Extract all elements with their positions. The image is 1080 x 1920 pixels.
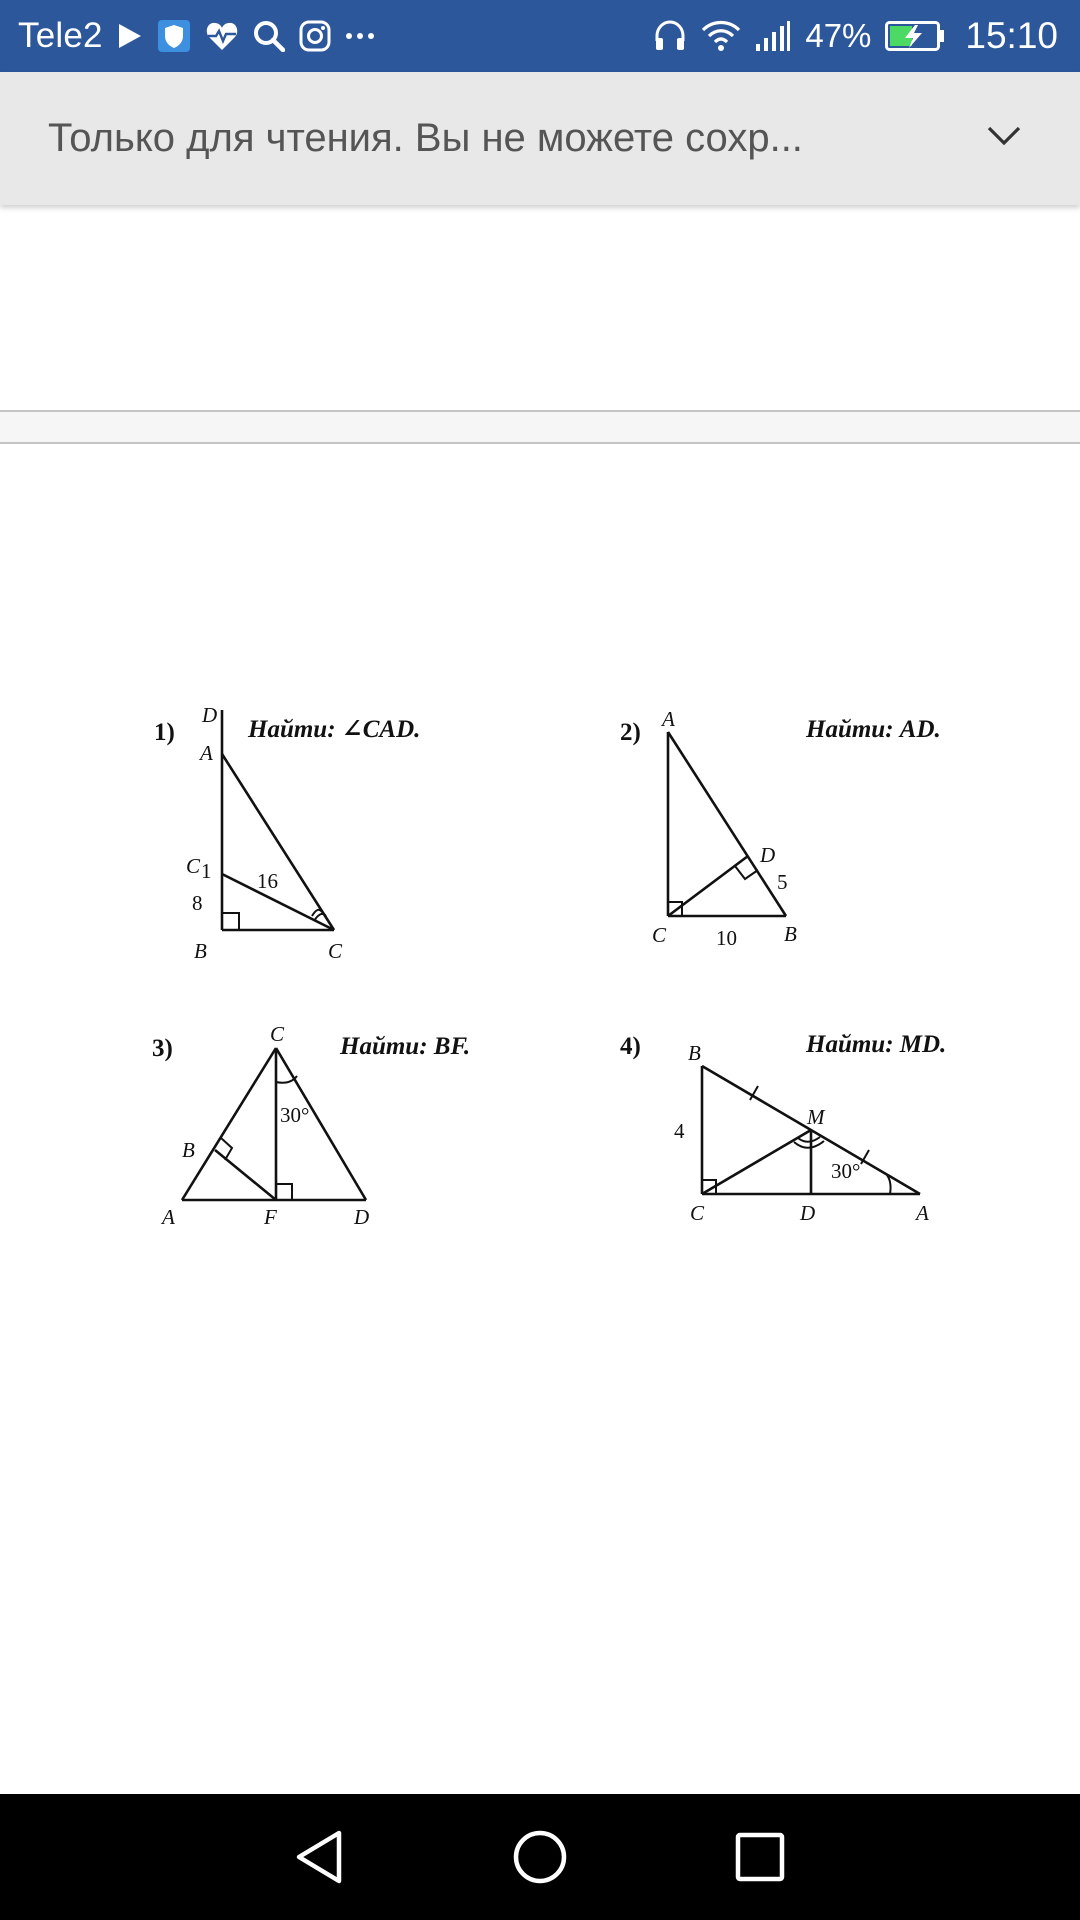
readonly-message: Только для чтения. Вы не можете сохр... [48, 116, 803, 160]
p2-label-b: B [784, 922, 797, 946]
p1-label-b: B [194, 939, 207, 963]
status-right [653, 15, 1058, 57]
headphones-icon [653, 19, 687, 53]
p4-label-m: M [807, 1105, 825, 1129]
carrier-name: Tele2 [18, 16, 103, 55]
problem-1 [154, 703, 420, 963]
problem-1-task: Найти: ∠CAD. [248, 716, 421, 743]
more-dots-icon [345, 31, 375, 41]
shield-icon [157, 19, 191, 53]
problem-3-number: 3) [152, 1035, 173, 1062]
p1-label-8: 8 [192, 891, 203, 915]
p4-label-d: D [800, 1201, 816, 1225]
problem-1-number: 1) [154, 719, 175, 746]
p2-label-a: A [662, 707, 675, 731]
problem-2 [620, 707, 941, 950]
p3-label-30: 30° [280, 1103, 310, 1127]
problem-3-task: Найти: BF. [340, 1033, 471, 1060]
battery-percent: 47% [805, 17, 872, 54]
search-icon [253, 20, 285, 52]
status-bar [0, 0, 1080, 72]
problem-4 [620, 1031, 946, 1225]
signal-icon [755, 20, 791, 52]
page-separator [0, 410, 1080, 444]
p1-label-sub1: 1 [201, 859, 212, 883]
p1-label-d: D [202, 703, 218, 727]
p3-label-c: C [270, 1022, 285, 1046]
p4-label-4: 4 [674, 1119, 685, 1143]
p1-label-16: 16 [257, 869, 278, 893]
p1-label-c1: C [186, 854, 201, 878]
wifi-icon [701, 19, 741, 53]
worksheet-image [130, 660, 1060, 1260]
battery-charging-icon [885, 21, 945, 51]
geometry-problems [130, 660, 1060, 1260]
p3-label-a: A [162, 1205, 175, 1229]
p3-label-b: B [182, 1138, 195, 1162]
problem-4-task: Найти: MD. [806, 1031, 947, 1058]
navigation-bar [0, 1794, 1080, 1920]
p2-label-5: 5 [777, 870, 788, 894]
p4-label-30: 30° [831, 1159, 861, 1183]
p2-label-d: D [760, 843, 776, 867]
p3-label-d: D [354, 1205, 370, 1229]
p1-label-a: A [200, 741, 213, 765]
chevron-down-icon[interactable] [986, 125, 1022, 152]
home-circle-icon[interactable] [505, 1822, 575, 1892]
clock: 15:10 [965, 15, 1058, 56]
problem-2-number: 2) [620, 719, 641, 746]
problem-3 [152, 1022, 470, 1229]
readonly-banner[interactable] [0, 72, 1080, 205]
p4-label-c: C [690, 1201, 705, 1225]
problem-4-number: 4) [620, 1033, 641, 1060]
p2-label-10: 10 [716, 926, 737, 950]
status-left [18, 16, 375, 56]
back-triangle-icon[interactable] [285, 1822, 355, 1892]
recents-square-icon[interactable] [725, 1822, 795, 1892]
p3-label-f: F [264, 1205, 277, 1229]
p4-label-a: A [916, 1201, 929, 1225]
p1-label-c: C [328, 939, 343, 963]
play-icon [117, 22, 143, 50]
heart-rate-icon [205, 20, 239, 52]
p4-label-b: B [688, 1041, 701, 1065]
p2-label-c: C [652, 923, 667, 947]
problem-2-task: Найти: AD. [806, 716, 941, 743]
instagram-icon [299, 20, 331, 52]
